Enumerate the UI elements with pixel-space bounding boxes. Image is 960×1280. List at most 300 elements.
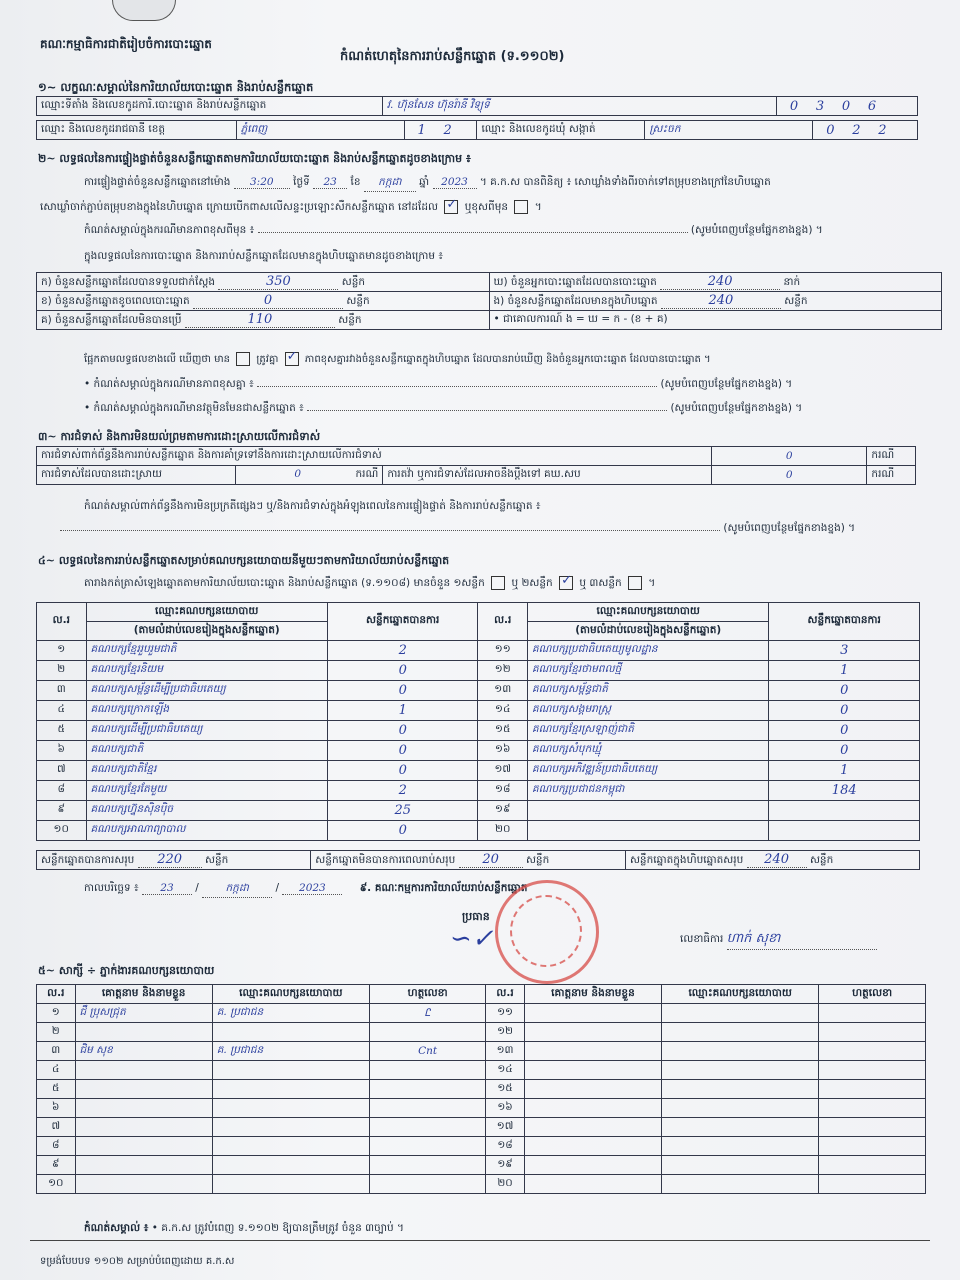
witness-signature bbox=[819, 1004, 926, 1023]
party-name: គណបក្សសម្ព័ន្ធដើម្បីប្រជាធិបតេយ្យ bbox=[86, 681, 327, 701]
witness-party: គ. ប្រជាជន bbox=[212, 1004, 369, 1023]
witness-name bbox=[524, 1175, 661, 1194]
party-votes: 2 bbox=[327, 781, 478, 801]
location-code-digit: 6 bbox=[867, 98, 877, 114]
table-row bbox=[37, 1137, 926, 1156]
committee-name: គណៈកម្មាធិការជាតិរៀបចំការបោះឆ្នោត bbox=[40, 37, 212, 51]
table-row bbox=[37, 761, 920, 781]
party-votes bbox=[769, 801, 920, 821]
party-votes: 1 bbox=[327, 701, 478, 721]
party-no: ១៥ bbox=[478, 721, 528, 741]
witness-signature bbox=[369, 1156, 485, 1175]
witness-signature bbox=[369, 1099, 485, 1118]
witness-party bbox=[662, 1080, 819, 1099]
province-label: ឈ្មោះ និងលេខកូដរាជធានី ខេត្ត bbox=[37, 121, 237, 140]
unit-label: សន្លឹក bbox=[784, 294, 808, 307]
party-name: គណបក្សដើម្បីប្រជាធិបតេយ្យ bbox=[86, 721, 327, 741]
unit-label: សន្លឹក bbox=[525, 853, 550, 866]
witness-signature: Ꮭ bbox=[369, 1004, 485, 1023]
date-year: 2023 bbox=[282, 882, 342, 895]
table-row bbox=[37, 1042, 926, 1061]
verification-line bbox=[84, 176, 771, 192]
witness-name bbox=[75, 1137, 212, 1156]
party-no: ៣ bbox=[37, 681, 87, 701]
witness-party bbox=[662, 1023, 819, 1042]
witness-header-party: ឈ្មោះគណបក្សនយោបាយ bbox=[662, 985, 819, 1004]
difference-note-line bbox=[258, 232, 688, 233]
header-party-order: (តាមលំដាប់លេខរៀងក្នុងសន្លឹកឆ្នោត) bbox=[527, 622, 768, 641]
party-votes: 0 bbox=[769, 741, 920, 761]
party-votes: 0 bbox=[769, 701, 920, 721]
witness-name bbox=[75, 1175, 212, 1194]
date-day: 23 bbox=[142, 882, 192, 895]
commune-code-digit: 0 bbox=[826, 122, 835, 138]
seal-text: សោឃ្លាំចាក់ភ្ជាប់តម្រុបខាងក្នុងនៃហិបឆ្នោត ក្រោយបើកពាសលើសន្ទះប្រឡោះសឺកសន្លឹកឆ្នោត នៅដដែល bbox=[40, 201, 439, 213]
verification-day: 23 bbox=[313, 176, 347, 189]
two-sheet-checkbox[interactable] bbox=[559, 576, 573, 590]
party-no: ២០ bbox=[478, 821, 528, 841]
party-name bbox=[527, 821, 768, 841]
irregularity-note: កំណត់សម្គាល់ពាក់ព័ន្ធនឹងការមិនប្រក្រតីផ្សេងៗ ឬ/និងការជំទាស់ក្នុងអំឡុងពេលនៃការផ្ទៀងផ្ទាត់ និងការរាប់សន្លឹកឆ្នោត ៖ bbox=[84, 500, 541, 512]
fill-hint: (សូមបំពេញបន្ថែមផ្នែកខាងខ្នង) ។ bbox=[670, 402, 803, 414]
witness-signature bbox=[819, 1080, 926, 1099]
party-name: គណបក្សជាតិខ្មែរ bbox=[86, 761, 327, 781]
header-party-order: (តាមលំដាប់លេខរៀងក្នុងសន្លឹកឆ្នោត) bbox=[86, 622, 327, 641]
witness-no: ៣ bbox=[37, 1042, 76, 1061]
note-objects bbox=[84, 402, 802, 417]
party-no: ១៩ bbox=[478, 801, 528, 821]
witness-name bbox=[75, 1061, 212, 1080]
witness-party bbox=[212, 1080, 369, 1099]
note-difference-line bbox=[257, 386, 657, 387]
objection-label: ការជំទាស់ពាក់ព័ន្ធនឹងការរាប់សន្លឹកឆ្នោត និងការគាំទ្រទៅនឹងការដោះស្រាយលើការជំទាស់ bbox=[37, 447, 712, 466]
party-no: ១៦ bbox=[478, 741, 528, 761]
witness-name bbox=[524, 1099, 661, 1118]
section-5-heading: ៥~ សាក្សី ÷ ភ្នាក់ងារគណបក្សនយោបាយ bbox=[38, 964, 215, 977]
province-code-digit: 1 bbox=[417, 122, 426, 138]
footer-line bbox=[30, 1240, 930, 1241]
case-unit: ករណី bbox=[867, 447, 916, 466]
count-c-label: គ) ចំនួនសន្លឹកឆ្នោតដែលមិនបានប្រើ bbox=[41, 313, 182, 326]
witness-no: ១៤ bbox=[486, 1061, 525, 1080]
party-votes: 0 bbox=[327, 661, 478, 681]
header-no: ល.រ bbox=[478, 603, 528, 641]
party-no: ១២ bbox=[478, 661, 528, 681]
table-row bbox=[37, 1175, 926, 1194]
party-name: គណបក្សប្រជាជនកម្ពុជា bbox=[527, 781, 768, 801]
party-votes: 1 bbox=[769, 661, 920, 681]
count-row-a bbox=[37, 273, 490, 292]
witness-party bbox=[212, 1099, 369, 1118]
witness-name: ជិម សុខ bbox=[75, 1042, 212, 1061]
witness-no: ៤ bbox=[37, 1061, 76, 1080]
table-row bbox=[37, 781, 920, 801]
count-b-value: 0 bbox=[193, 293, 343, 309]
witness-no: ២ bbox=[37, 1023, 76, 1042]
party-votes bbox=[769, 821, 920, 841]
party-no: ១៤ bbox=[478, 701, 528, 721]
witness-header-no: ល.រ bbox=[486, 985, 525, 1004]
count-d-label: ឃ) ចំនួនអ្នកបោះឆ្នោតដែលបានបោះឆ្នោត bbox=[493, 275, 657, 288]
witness-party bbox=[212, 1156, 369, 1175]
witness-no: ២០ bbox=[486, 1175, 525, 1194]
witness-no: ១១ bbox=[486, 1004, 525, 1023]
fill-hint: (សូមបំពេញបន្ថែមផ្នែកខាងខ្នង) ។ bbox=[690, 224, 823, 236]
witness-party bbox=[662, 1004, 819, 1023]
witness-party bbox=[212, 1023, 369, 1042]
witness-no: ១២ bbox=[486, 1023, 525, 1042]
witness-no: ១៩ bbox=[486, 1156, 525, 1175]
province-value: ភ្នំពេញ bbox=[236, 121, 404, 140]
header-party: ឈ្មោះគណបក្សនយោបាយ bbox=[86, 603, 327, 622]
difference-line bbox=[84, 352, 914, 367]
witness-signature bbox=[369, 1061, 485, 1080]
witness-no: ១៦ bbox=[486, 1099, 525, 1118]
commune-value: ស្រះចក bbox=[645, 121, 813, 140]
party-votes: 0 bbox=[327, 741, 478, 761]
tally-sheet-text: តារាងកត់ត្រាសំឡេងឆ្នោតតាមការិយាល័យបោះឆ្នោត និងរាប់សន្លឹកឆ្នោត (ទ.១១០៨) មានចំនួន ១សន្លឹក bbox=[84, 577, 485, 589]
table-row bbox=[37, 1061, 926, 1080]
section-4-heading: ៤~ លទ្ធផលនៃការរាប់សន្លឹកឆ្នោតសម្រាប់គណបក្សនយោបាយនីមួយៗតាមការិយាល័យរាប់សន្លឹកឆ្នោត bbox=[38, 554, 450, 567]
witness-party bbox=[212, 1175, 369, 1194]
commune-label: ឈ្មោះ និងលេខកូដឃុំ សង្កាត់ bbox=[477, 121, 645, 140]
witness-signature bbox=[819, 1042, 926, 1061]
table-row bbox=[37, 701, 920, 721]
commune-code-digit: 2 bbox=[852, 122, 861, 138]
footer-text: ទម្រង់បែបបទ ១១០២ សម្រាប់បំពេញដោយ គ.ក.ស bbox=[40, 1256, 235, 1267]
secretary-name: ហាក់ សុខា bbox=[727, 930, 877, 950]
witness-no: ៨ bbox=[37, 1137, 76, 1156]
witness-header-party: ឈ្មោះគណបក្សនយោបាយ bbox=[212, 985, 369, 1004]
count-d-value: 240 bbox=[660, 274, 780, 290]
witness-name bbox=[75, 1118, 212, 1137]
resolved-count: 0 bbox=[294, 467, 302, 480]
witness-name bbox=[524, 1118, 661, 1137]
witness-party bbox=[212, 1137, 369, 1156]
three-sheet-checkbox[interactable] bbox=[628, 576, 642, 590]
witness-name bbox=[75, 1080, 212, 1099]
witness-header-no: ល.រ bbox=[37, 985, 76, 1004]
irregularity-dots bbox=[60, 530, 720, 531]
resolved-value bbox=[235, 466, 382, 485]
unit-label: នាក់ bbox=[783, 275, 801, 288]
party-name: គណបក្សខ្មែរតែមួយ bbox=[86, 781, 327, 801]
party-no: ១៧ bbox=[478, 761, 528, 781]
party-votes: 2 bbox=[327, 641, 478, 661]
party-no: ១៣ bbox=[478, 681, 528, 701]
party-votes: 25 bbox=[327, 801, 478, 821]
unit-label: សន្លឹក bbox=[341, 275, 366, 288]
total-box bbox=[625, 851, 919, 870]
party-no: ១០ bbox=[37, 821, 87, 841]
seal-line: សោឃ្លាំចាក់ភ្ជាប់តម្រុបខាងក្នុងនៃហិបឆ្នោត ក្រោយបើកពាសលើសន្ទះប្រឡោះសឺកសន្លឹកឆ្នោត នៅដដែល ✓ ឬខុសពីមុន ។ bbox=[40, 200, 542, 216]
match-checkbox[interactable] bbox=[285, 352, 299, 366]
party-name: គណបក្សប្រជាធិបតេយ្យមូលដ្ឋាន bbox=[527, 641, 768, 661]
location-value: វ. ហ៊ុនសែន ហ៊ុនរ៉ានី វិទ្យុទី bbox=[382, 97, 776, 116]
witness-signature bbox=[369, 1118, 485, 1137]
date-line: កាលបរិច្ឆេទ ៖ 23 / កក្កដា / 2023 ៩. គណៈកម្មការការិយាល័យរាប់សន្លឹកឆ្នោត bbox=[84, 882, 527, 898]
witness-name bbox=[524, 1137, 661, 1156]
year-label: ឆ្នាំ bbox=[419, 176, 430, 188]
commune-code-digit: 2 bbox=[878, 122, 887, 138]
same-checkbox[interactable] bbox=[444, 200, 458, 214]
party-name: គណបក្សខ្មែររួបរួមជាតិ bbox=[86, 641, 327, 661]
final-note bbox=[84, 1222, 404, 1237]
total-valid-value: 220 bbox=[138, 852, 202, 868]
table-row bbox=[37, 661, 920, 681]
witness-signature bbox=[369, 1023, 485, 1042]
party-votes: 0 bbox=[327, 721, 478, 741]
party-name: គណបក្សជាតិ bbox=[86, 741, 327, 761]
month-label: ខែ bbox=[350, 176, 361, 188]
party-name: គណបក្សអាណាព្យាបាល bbox=[86, 821, 327, 841]
party-name: គណបក្សសម្ព័ន្ធជាតិ bbox=[527, 681, 768, 701]
verification-text-2: ។ គ.ក.ស បានពិនិត្យ ៖ សោឃ្លាំងទាំងពីរចាក់ទៅតម្រុបខាងក្រៅនៃហិបឆ្នោត bbox=[479, 176, 771, 188]
count-e-value: 240 bbox=[661, 293, 781, 309]
total-invalid-value: 20 bbox=[459, 852, 523, 868]
witness-signature bbox=[819, 1156, 926, 1175]
header-votes: សន្លឹកឆ្នោតបានការ bbox=[327, 603, 478, 641]
table-row bbox=[37, 641, 920, 661]
results-intro: ក្នុងលទ្ធផលនៃការបោះឆ្នោត និងការរាប់សន្លឹកឆ្នោតដែលមានក្នុងហិបឆ្នោតមានដូចខាងក្រោម ៖ bbox=[84, 250, 443, 262]
witness-party bbox=[662, 1061, 819, 1080]
irregularity-note-line bbox=[60, 522, 855, 537]
case-unit: ករណី bbox=[867, 466, 916, 485]
count-a-label: ក) ចំនួនសន្លឹកឆ្នោតដែលបានទទួលជាក់ស្តែង bbox=[41, 275, 216, 288]
party-no: ១១ bbox=[478, 641, 528, 661]
witness-name bbox=[524, 1156, 661, 1175]
party-name bbox=[527, 801, 768, 821]
witness-signature bbox=[819, 1023, 926, 1042]
note-difference bbox=[84, 378, 792, 393]
count-table bbox=[36, 272, 942, 330]
section-2-heading: ២~ លទ្ធផលនៃការផ្ទៀងផ្ទាត់ចំនួនសន្លឹកឆ្នោតតាមការិយាល័យបោះឆ្នោត និងរាប់សន្លឹកឆ្នោតដូចខាងក្រោម ៖ bbox=[38, 152, 471, 165]
witness-party bbox=[212, 1118, 369, 1137]
difference-text-2: ភាពខុសគ្នារវាងចំនួនសន្លឹកឆ្នោតក្នុងហិបឆ្នោត ដែលបានរាប់ឃើញ និងចំនួនអ្នកបោះឆ្នោត ដែលបានបោះឆ្នោត ។ bbox=[304, 354, 711, 365]
witness-no: ១៥ bbox=[486, 1080, 525, 1099]
total-valid-label: សន្លឹកឆ្នោតបានការសរុប bbox=[41, 853, 135, 866]
one-sheet-checkbox[interactable] bbox=[491, 576, 505, 590]
party-votes: 3 bbox=[769, 641, 920, 661]
witness-no: ៥ bbox=[37, 1080, 76, 1099]
secretary-label: លេខាធិការ bbox=[680, 933, 724, 945]
section-3-heading: ៣~ ការជំទាស់ និងការមិនយល់ព្រមតាមការដោះស្រាយលើការជំទាស់ bbox=[38, 430, 321, 443]
tally-sheet-line: តារាងកត់ត្រាសំឡេងឆ្នោតតាមការិយាល័យបោះឆ្នោត និងរាប់សន្លឹកឆ្នោត (ទ.១១០៨) មានចំនួន ១សន្លឹក ឬ ២សន្លឹក ✓ ឬ ៣សន្លឹក ។ bbox=[84, 576, 655, 592]
witness-party: គ. ប្រជាជន bbox=[212, 1042, 369, 1061]
table-row bbox=[37, 741, 920, 761]
count-row-c bbox=[37, 311, 490, 330]
party-no: ៤ bbox=[37, 701, 87, 721]
party-name: គណបក្សអភិវឌ្ឍន៍ប្រជាធិបតេយ្យ bbox=[527, 761, 768, 781]
fill-hint: (សូមបំពេញបន្ថែមផ្នែកខាងខ្នង) ។ bbox=[723, 522, 856, 534]
witness-header-sign: ហត្ថលេខា bbox=[819, 985, 926, 1004]
table-row bbox=[37, 1118, 926, 1137]
witness-party bbox=[662, 1099, 819, 1118]
witness-name: ជឹ ប្រុសជ្រុត bbox=[75, 1004, 212, 1023]
table-row bbox=[37, 1156, 926, 1175]
witness-party bbox=[662, 1137, 819, 1156]
table-row bbox=[37, 1080, 926, 1099]
objection-table bbox=[36, 446, 916, 485]
count-b-label: ខ) ចំនួនសន្លឹកឆ្នោតខូចពេលបោះឆ្នោត bbox=[41, 294, 190, 307]
formula: • ជាគោលការណ៍ ង = ឃ = ក - (ខ + គ) bbox=[489, 311, 942, 330]
witness-name bbox=[524, 1023, 661, 1042]
witness-no: ៩ bbox=[37, 1156, 76, 1175]
secretary bbox=[680, 930, 877, 950]
province-code bbox=[404, 121, 477, 140]
chair-label: ប្រធាន bbox=[462, 910, 490, 923]
emblem-icon bbox=[112, 0, 176, 21]
witness-name bbox=[75, 1023, 212, 1042]
party-name: គណបក្សខ្មែរនិយម bbox=[86, 661, 327, 681]
party-votes: 1 bbox=[769, 761, 920, 781]
witness-body bbox=[37, 1004, 926, 1194]
count-e-label: ង) ចំនួនសន្លឹកឆ្នោតដែលមានក្នុងហិបឆ្នោត bbox=[493, 294, 658, 307]
total-box-value: 240 bbox=[747, 852, 807, 868]
appeal-label: ការតវ៉ា ឬការជំទាស់ដែលអាចនឹងប្តឹងទៅ គឃ.សប bbox=[383, 466, 712, 485]
three-sheet-label: ឬ ៣សន្លឹក bbox=[579, 577, 622, 589]
witness-party bbox=[212, 1061, 369, 1080]
verification-month: កក្កដា bbox=[364, 176, 416, 192]
witness-name bbox=[75, 1099, 212, 1118]
witness-signature bbox=[819, 1118, 926, 1137]
fill-hint: (សូមបំពេញបន្ថែមផ្នែកខាងខ្នង) ។ bbox=[660, 378, 793, 390]
date-month: កក្កដា bbox=[202, 882, 272, 898]
day-label: ថ្ងៃទី bbox=[293, 176, 310, 188]
appeal-value: 0 bbox=[712, 466, 867, 485]
match-label: ត្រូវគ្នា bbox=[256, 354, 279, 365]
case-unit: ករណី bbox=[355, 467, 379, 480]
committee-label: ៩. គណៈកម្មការការិយាល័យរាប់សន្លឹកឆ្នោត bbox=[359, 882, 528, 894]
witness-header-sign: ហត្ថលេខា bbox=[369, 985, 485, 1004]
witness-signature bbox=[369, 1137, 485, 1156]
header-votes: សន្លឹកឆ្នោតបានការ bbox=[769, 603, 920, 641]
totals-table bbox=[36, 850, 920, 870]
chair-signature: ∽✓ bbox=[450, 924, 494, 954]
note-objects-line bbox=[307, 410, 667, 411]
count-row-d bbox=[489, 273, 942, 292]
different-label: ឬខុសពីមុន bbox=[464, 201, 509, 213]
witness-no: ៦ bbox=[37, 1099, 76, 1118]
witness-signature bbox=[819, 1061, 926, 1080]
difference-note-label: កំណត់សម្គាល់ក្នុងករណីមានភាពខុសពីមុន ៖ bbox=[84, 224, 255, 236]
party-name: គណបក្សខ្មែរថាមពលថ្មី bbox=[527, 661, 768, 681]
witness-signature bbox=[819, 1099, 926, 1118]
witness-no: ១ bbox=[37, 1004, 76, 1023]
witness-signature bbox=[819, 1175, 926, 1194]
location-code bbox=[777, 97, 918, 116]
party-no: ៧ bbox=[37, 761, 87, 781]
location-label: ឈ្មោះទីតាំង និងលេខកូដការិ.បោះឆ្នោត និងរាប់សន្លឹកឆ្នោត bbox=[37, 97, 383, 116]
count-row-e bbox=[489, 292, 942, 311]
count-a-value: 350 bbox=[218, 274, 338, 290]
location-code-digit: 0 bbox=[841, 98, 851, 114]
form-title: កំណត់ហេតុនៃការរាប់សន្លឹកឆ្នោត (ទ.១១០២) bbox=[340, 49, 565, 64]
witness-signature: Cnt bbox=[369, 1042, 485, 1061]
different-checkbox[interactable] bbox=[514, 200, 528, 214]
party-name: គណបក្សក្រោកឡើង bbox=[86, 701, 327, 721]
party-votes: 184 bbox=[769, 781, 920, 801]
party-name: គណបក្សសង្គមរាស្ត្រ bbox=[527, 701, 768, 721]
party-no: ៦ bbox=[37, 741, 87, 761]
witness-party bbox=[662, 1118, 819, 1137]
table-row bbox=[37, 721, 920, 741]
unit-label: សន្លឹក bbox=[346, 294, 370, 307]
party-no: ១៨ bbox=[478, 781, 528, 801]
location-code-digit: 0 bbox=[789, 98, 799, 114]
section-1-table-row2 bbox=[36, 120, 918, 140]
witness-no: ១០ bbox=[37, 1175, 76, 1194]
unit-label: សន្លឹក bbox=[809, 853, 834, 866]
note-objects-label: • កំណត់សម្គាល់ក្នុងករណីមានវត្ថុមិនមែនជាសន្លឹកឆ្នោត ៖ bbox=[84, 402, 304, 414]
header-no: ល.រ bbox=[37, 603, 87, 641]
party-name: គណបក្សខ្មែរស្រឡាញ់ជាតិ bbox=[527, 721, 768, 741]
party-name: គណបក្សសំបុកឃ្មុំ bbox=[527, 741, 768, 761]
section-1-heading: ១~ លក្ខណៈសម្គាល់នៃការិយាល័យបោះឆ្នោត និងរាប់សន្លឹកឆ្នោត bbox=[38, 80, 314, 94]
party-no: ៩ bbox=[37, 801, 87, 821]
witness-no: ១៨ bbox=[486, 1137, 525, 1156]
table-row bbox=[37, 1004, 926, 1023]
party-no: ៥ bbox=[37, 721, 87, 741]
party-results-body bbox=[37, 641, 920, 841]
difference-note bbox=[84, 224, 823, 239]
final-note-label: កំណត់សម្គាល់ ៖ bbox=[84, 1222, 149, 1234]
note-difference-label: • កំណត់សម្គាល់ក្នុងករណីមានភាពខុសគ្នា ៖ bbox=[84, 378, 254, 390]
party-no: ២ bbox=[37, 661, 87, 681]
witness-party bbox=[662, 1156, 819, 1175]
objection-value: 0 bbox=[712, 447, 867, 466]
table-row bbox=[37, 821, 920, 841]
witness-no: ១៧ bbox=[486, 1118, 525, 1137]
party-no: ៨ bbox=[37, 781, 87, 801]
witness-name bbox=[524, 1004, 661, 1023]
two-sheet-label: ឬ ២សន្លឹក bbox=[511, 577, 553, 589]
official-seal-icon bbox=[495, 880, 599, 984]
witness-signature bbox=[819, 1137, 926, 1156]
witness-header-name: គោត្តនាម និងនាមខ្លួន bbox=[75, 985, 212, 1004]
witness-party bbox=[662, 1175, 819, 1194]
witness-name bbox=[75, 1156, 212, 1175]
witness-name bbox=[524, 1080, 661, 1099]
unit-label: សន្លឹក bbox=[205, 853, 229, 866]
table-row bbox=[37, 801, 920, 821]
party-votes: 0 bbox=[769, 681, 920, 701]
verification-time: 3:20 bbox=[234, 176, 290, 189]
table-row bbox=[37, 1099, 926, 1118]
total-invalid-label: សន្លឹកឆ្នោតមិនបានការពេលរាប់សរុប bbox=[315, 853, 456, 866]
party-votes: 0 bbox=[327, 821, 478, 841]
party-votes: 0 bbox=[327, 681, 478, 701]
witness-no: ១៣ bbox=[486, 1042, 525, 1061]
total-box-label: សន្លឹកឆ្នោតក្នុងហិបឆ្នោតសរុប bbox=[629, 853, 744, 866]
witness-signature bbox=[369, 1175, 485, 1194]
party-no: ១ bbox=[37, 641, 87, 661]
commune-code bbox=[813, 121, 918, 140]
total-valid bbox=[37, 851, 311, 870]
unit-label: សន្លឹក bbox=[338, 313, 362, 326]
party-name: គណបក្សហ្វ៊ុនស៊ិនប៉ិច bbox=[86, 801, 327, 821]
total-invalid bbox=[311, 851, 626, 870]
verification-year: 2023 bbox=[433, 176, 477, 189]
table-row bbox=[37, 1023, 926, 1042]
date-label: កាលបរិច្ឆេទ ៖ bbox=[84, 882, 139, 894]
province-code-digit: 2 bbox=[443, 122, 452, 138]
witness-party bbox=[662, 1042, 819, 1061]
has-difference-checkbox[interactable] bbox=[236, 352, 250, 366]
witness-name bbox=[524, 1061, 661, 1080]
location-code-digit: 3 bbox=[815, 98, 825, 114]
witness-table bbox=[36, 984, 926, 1194]
